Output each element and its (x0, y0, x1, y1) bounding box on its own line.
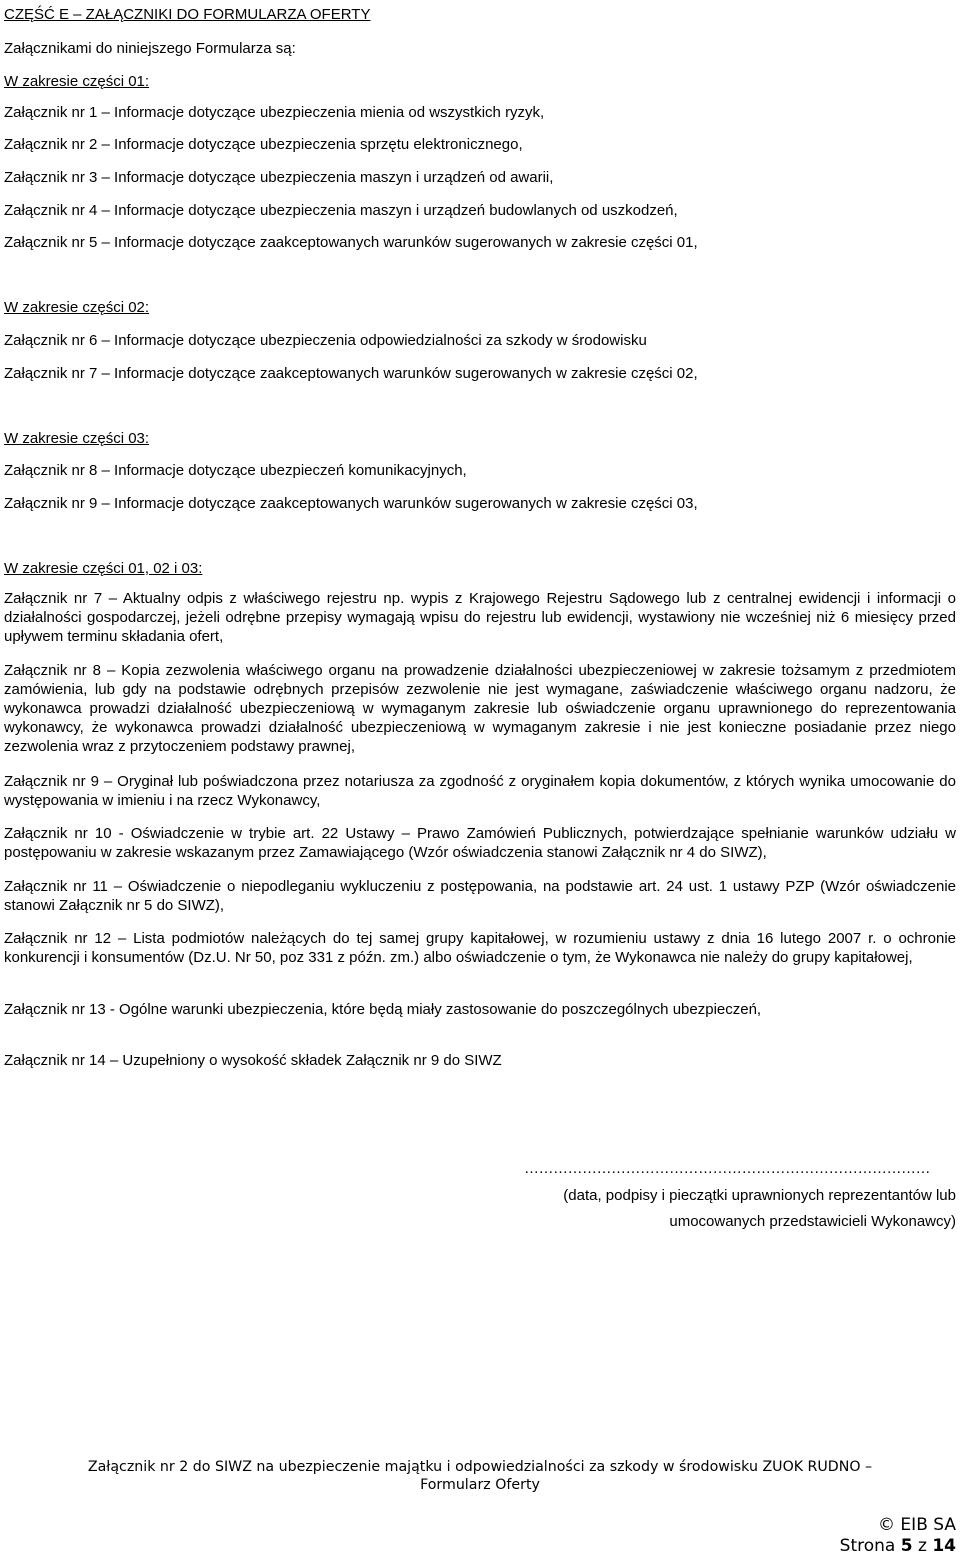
attachment-paragraph: Załącznik nr 14 – Uzupełniony o wysokość składek Załącznik nr 9 do SIWZ (4, 1052, 502, 1069)
page-separator: z (912, 1536, 933, 1556)
attachment-paragraph: Załącznik nr 8 – Kopia zezwolenia właściwego organu na prowadzenie działalności ubezpieczeniowej w zakresie tożsamym z przedmiotem zamówienia, lub gdy na podstawie odrębnych przepisów zezwolenie nie jest wymagane, zaświadczenie właściwego organu nadzoru, że wykonawca prowadzi działalność ubezpieczeniową w wymaganym zakresie lub oświadczenie organu uprawnionego do reprezentowania wykonawcy, że wykonawca prowadzi działalność ubezpieczeniową w wymaganym zakresie i nie jest konieczne posiadanie przez niego zezwolenia wraz z przytoczeniem podstawy prawnej, (4, 662, 956, 755)
attachment-item: Załącznik nr 8 – Informacje dotyczące ubezpieczeń komunikacyjnych, (4, 462, 467, 479)
attachment-paragraph: Załącznik nr 9 – Oryginał lub poświadczona przez notariusza za zgodność z oryginałem kopia dokumentów, z których wynika umocowanie do występowania w imieniu i na rzecz Wykonawcy, (4, 773, 956, 809)
signature-caption-line-1: (data, podpisy i pieczątki uprawnionych reprezentantów lub (563, 1187, 956, 1204)
attachment-paragraph: Załącznik nr 10 - Oświadczenie w trybie art. 22 Ustawy – Prawo Zamówień Publicznych, potwierdzające spełnianie warunków udziału w postępowaniu w zakresie wskazanym przez Zamawiającego (Wzór oświadczenia stanowi Załącznik nr 4 do SIWZ), (4, 825, 956, 861)
footer-copyright: © EIB SA (878, 1515, 956, 1535)
attachment-item: Załącznik nr 2 – Informacje dotyczące ubezpieczenia sprzętu elektronicznego, (4, 136, 523, 153)
intro-text: Załącznikami do niniejszego Formularza są: (4, 40, 296, 57)
footer-document-title: Załącznik nr 2 do SIWZ na ubezpieczenie majątku i odpowiedzialności za szkody w środowisku ZUOK RUDNO – (87, 1459, 873, 1475)
page-total: 14 (932, 1536, 956, 1556)
section-01-heading: W zakresie części 01: (4, 73, 150, 90)
page-prefix: Strona (839, 1536, 901, 1556)
attachment-item: Załącznik nr 9 – Informacje dotyczące zaakceptowanych warunków sugerowanych w zakresie części 03, (4, 495, 698, 512)
page-number (840, 1535, 956, 1557)
attachment-item: Załącznik nr 6 – Informacje dotyczące ubezpieczenia odpowiedzialności za szkody w środowisku (4, 332, 647, 349)
attachment-item: Załącznik nr 5 – Informacje dotyczące zaakceptowanych warunków sugerowanych w zakresie części 01, (4, 234, 698, 251)
footer-document-subtitle: Formularz Oferty (420, 1477, 540, 1493)
attachment-paragraph: Załącznik nr 11 – Oświadczenie o niepodleganiu wykluczeniu z postępowania, na podstawie art. 24 ust. 1 ustawy PZP (Wzór oświadczenie stanowi Załącznik nr 5 do SIWZ), (4, 878, 956, 914)
section-common-heading: W zakresie części 01, 02 i 03: (4, 560, 203, 577)
attachment-paragraph: Załącznik nr 7 – Aktualny odpis z właściwego rejestru np. wypis z Krajowego Rejestru Sądowego lub z centralnej ewidencji i informacji o działalności gospodarczej, jeżeli odrębne przepisy wymagają wpisu do rejestru lub ewidencji, wystawiony nie wcześniej niż 6 miesięcy przed upływem terminu składania ofert, (4, 590, 956, 645)
section-03-heading: W zakresie części 03: (4, 430, 150, 447)
attachment-paragraph: Załącznik nr 13 - Ogólne warunki ubezpieczenia, które będą miały zastosowanie do poszczególnych ubezpieczeń, (4, 1001, 762, 1018)
signature-dots: ………………………………………………………………………… (524, 1160, 930, 1177)
attachment-item: Załącznik nr 7 – Informacje dotyczące zaakceptowanych warunków sugerowanych w zakresie części 02, (4, 365, 698, 382)
section-02-heading: W zakresie części 02: (4, 299, 150, 316)
attachment-item: Załącznik nr 4 – Informacje dotyczące ubezpieczenia maszyn i urządzeń budowlanych od uszkodzeń, (4, 202, 678, 219)
attachment-item: Załącznik nr 3 – Informacje dotyczące ubezpieczenia maszyn i urządzeń od awarii, (4, 169, 554, 186)
signature-caption-line-2: umocowanych przedstawicieli Wykonawcy) (669, 1213, 956, 1230)
page-title: CZĘŚĆ E – ZAŁĄCZNIKI DO FORMULARZA OFERTY (4, 6, 371, 23)
attachment-paragraph: Załącznik nr 12 – Lista podmiotów należących do tej samej grupy kapitałowej, w rozumieniu ustawy z dnia 16 lutego 2007 r. o ochronie konkurencji i konsumentów (Dz.U. Nr 50, poz 331 z późn. zm.) albo oświadczenie o tym, że Wykonawca nie należy do grupy kapitałowej, (4, 930, 956, 966)
attachment-item: Załącznik nr 1 – Informacje dotyczące ubezpieczenia mienia od wszystkich ryzyk, (4, 104, 545, 121)
page-current: 5 (900, 1536, 913, 1556)
